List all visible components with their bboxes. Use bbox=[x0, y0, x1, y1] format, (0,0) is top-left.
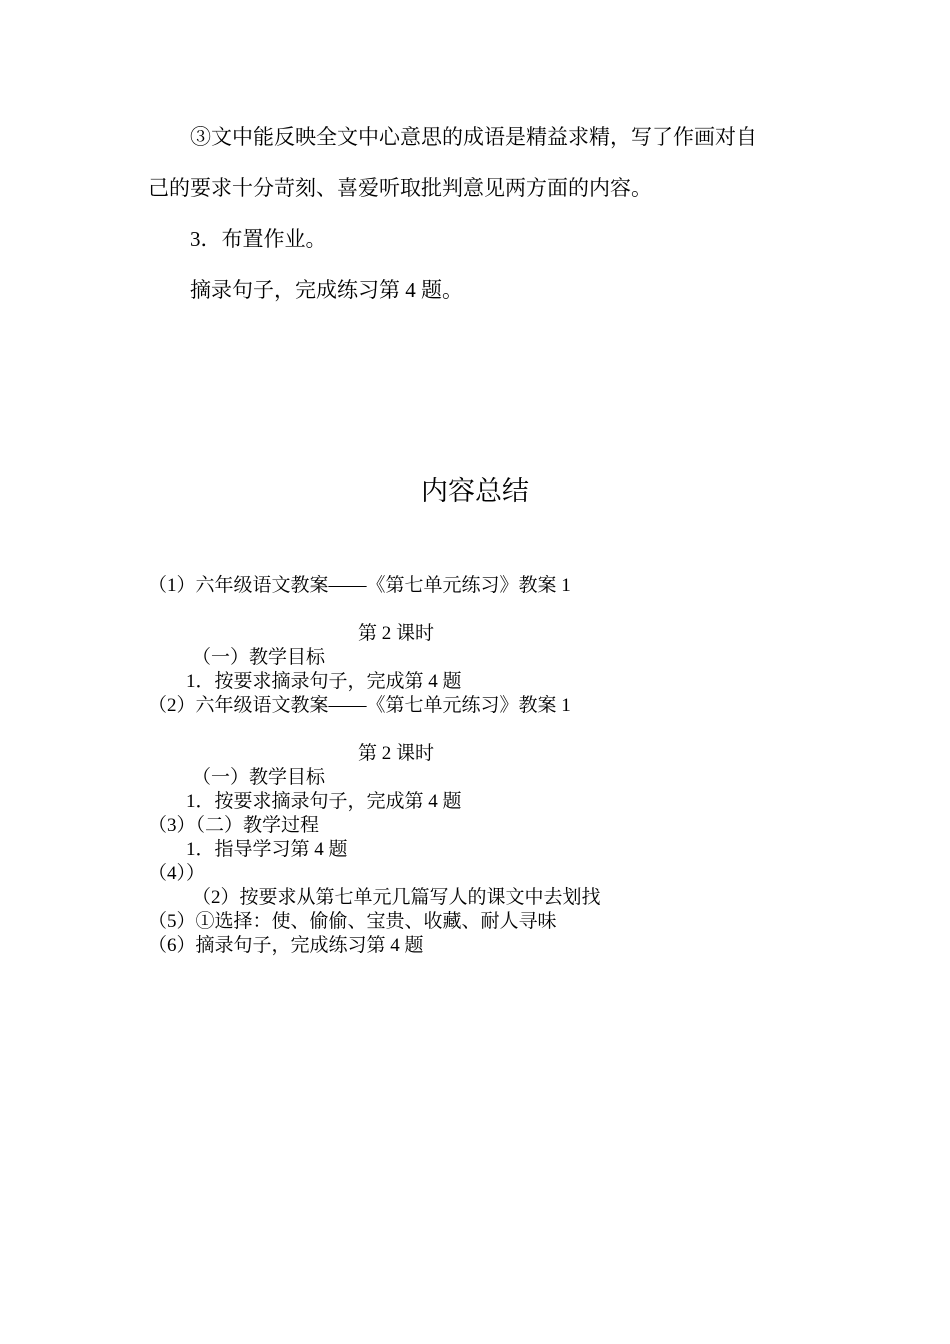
body-paragraph-excerpt bbox=[148, 265, 850, 316]
spacer bbox=[148, 598, 601, 622]
summary-item: 第 2 课时 bbox=[358, 623, 435, 644]
summary-item: （一）教学目标 bbox=[192, 767, 326, 788]
summary-item: 第 2 课时 bbox=[358, 743, 435, 764]
summary-item: 1．按要求摘录句子，完成第 4 题 bbox=[186, 791, 462, 812]
paragraph-line: 己的要求十分苛刻、喜爱听取批判意见两方面的内容。 bbox=[148, 176, 652, 200]
paragraph-line: ③文中能反映全文中心意思的成语是精益求精，写了作画对自 bbox=[190, 125, 757, 149]
spacer bbox=[148, 718, 601, 742]
summary-item: 1．按要求摘录句子，完成第 4 题 bbox=[186, 671, 462, 692]
body-paragraph-homework bbox=[148, 214, 850, 265]
summary-item: （4）） bbox=[148, 863, 206, 884]
summary-item: （一）教学目标 bbox=[192, 647, 326, 668]
summary-item: （2）按要求从第七单元几篇写人的课文中去划找 bbox=[192, 887, 601, 908]
summary-item: （2）六年级语文教案——《第七单元练习》教案 1 bbox=[148, 695, 571, 716]
summary-item: （5）①选择：使、偷偷、宝贵、收藏、耐人寻味 bbox=[148, 911, 557, 932]
paragraph-line: 3．布置作业。 bbox=[190, 227, 327, 251]
summary-item: （3）（二）教学过程 bbox=[148, 815, 320, 836]
summary-title: 内容总结 bbox=[421, 476, 529, 507]
summary-item: （6）摘录句子，完成练习第 4 题 bbox=[148, 935, 424, 956]
paragraph-line: 摘录句子，完成练习第 4 题。 bbox=[190, 278, 463, 302]
summary-list bbox=[148, 574, 601, 958]
summary-item: （1）六年级语文教案——《第七单元练习》教案 1 bbox=[148, 575, 571, 596]
summary-item: 1．指导学习第 4 题 bbox=[186, 839, 348, 860]
body-paragraph-idiom bbox=[148, 112, 808, 214]
